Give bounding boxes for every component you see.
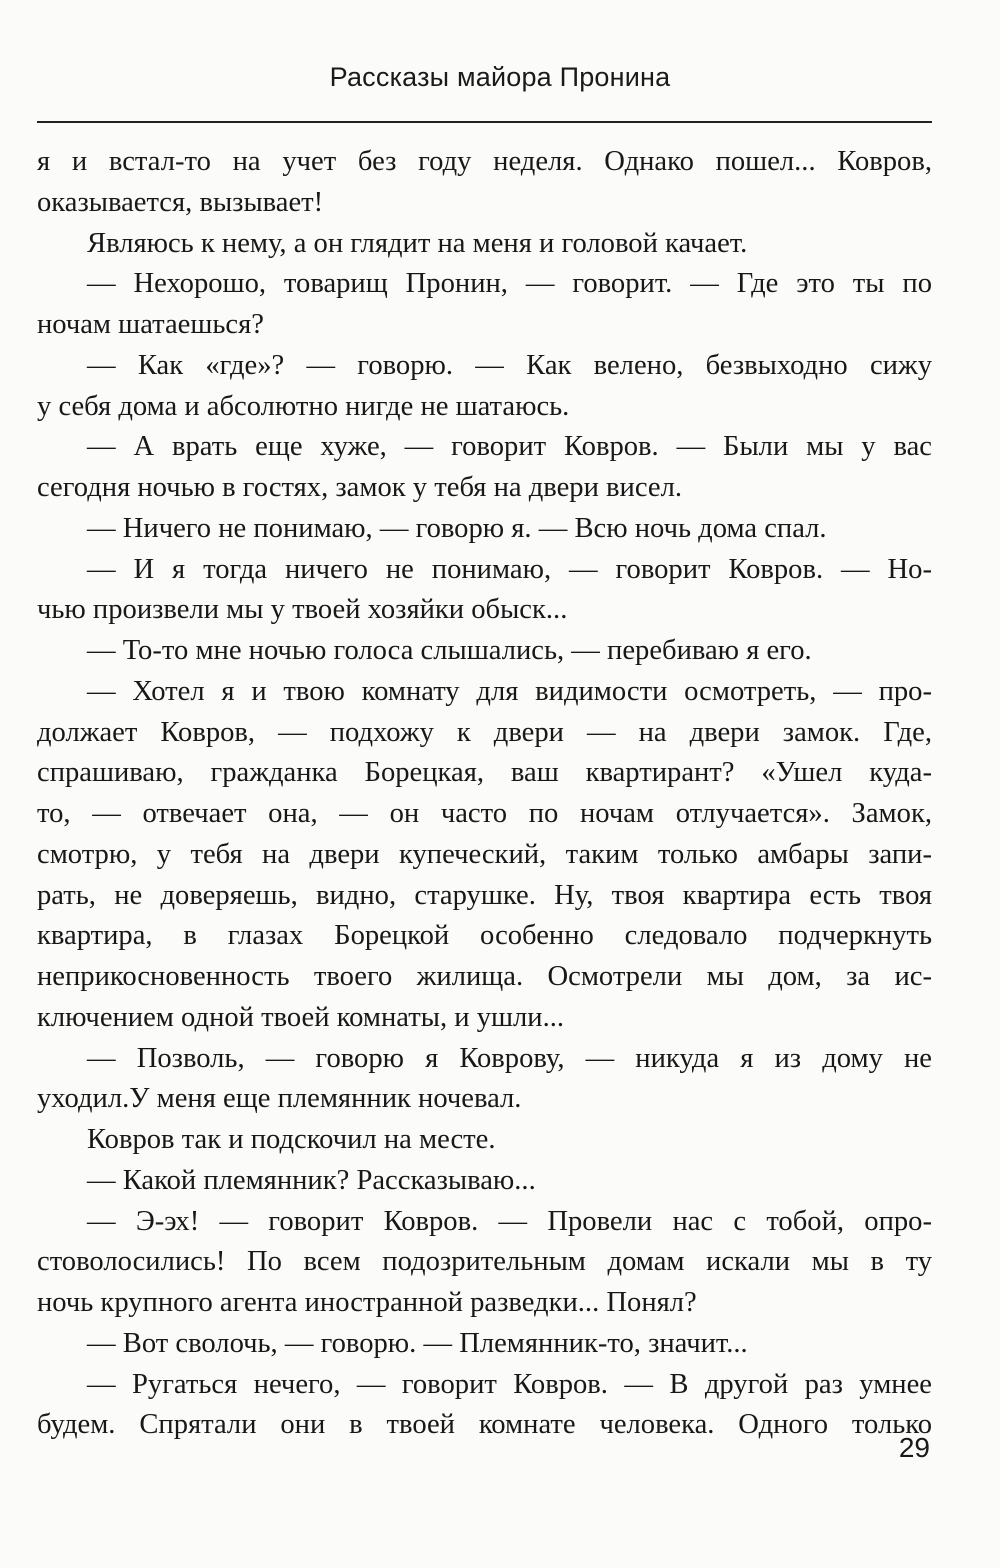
text-line: — Ругаться нечего, — говорит Ковров. — В другой раз умнее (87, 1368, 932, 1400)
text-line: чью произвели мы у твоей хозяйки обыск... (37, 594, 568, 626)
text-line: — А врать еще хуже, — говорит Ковров. — Были мы у вас (87, 431, 932, 463)
text-line: — Ничего не понимаю, — говорю я. — Всю ночь дома спал. (87, 512, 827, 544)
text-line: — И я тогда ничего не понимаю, — говорит Ковров. — Но- (87, 553, 932, 585)
text-line: у себя дома и абсолютно нигде не шатаюсь. (37, 390, 570, 422)
text-line: ночам шатаешься? (37, 309, 264, 340)
text-line: — Э-эх! — говорит Ковров. — Провели нас с тобой, опро- (87, 1205, 932, 1237)
text-line: — Как «где»? — говорю. — Как велено, безвыходно сижу (87, 349, 932, 381)
text-line: ключением одной твоей комнаты, и ушли... (37, 1001, 565, 1033)
text-line: — Вот сволочь, — говорю. — Племянник-то, значит... (87, 1327, 748, 1359)
text-line: — Нехорошо, товарищ Пронин, — говорит. — Где это ты по (87, 268, 932, 300)
text-line: — То-то мне ночью голоса слышались, — перебиваю я его. (87, 635, 812, 666)
text-line: Ковров так и подскочил на месте. (87, 1124, 496, 1155)
text-line: Являюсь к нему, а он глядит на меня и головой качает. (87, 227, 748, 259)
text-line: квартира, в глазах Борецкой особенно следовало подчеркнуть (37, 920, 932, 952)
text-line: — Какой племянник? Рассказываю... (87, 1164, 536, 1196)
text-line: спрашиваю, гражданка Борецкая, ваш квартирант? «Ушел куда- (37, 757, 932, 789)
text-line: стоволосились! По всем подозрительным домам искали мы в ту (37, 1246, 932, 1278)
text-line: то, — отвечает она, — он часто по ночам отлучается». Замок, (37, 798, 932, 829)
text-line: сегодня ночью в гостях, замок у тебя на двери висел. (37, 472, 682, 503)
text-line: смотрю, у тебя на двери купеческий, таким только амбары запи- (37, 838, 932, 870)
page-number: 29 (898, 1432, 930, 1463)
text-line: рать, не доверяешь, видно, старушке. Ну, твоя квартира есть твоя (37, 879, 932, 911)
text-line: будем. Спрятали они в твоей комнате человека. Одного только (37, 1409, 932, 1441)
body-text (37, 142, 932, 1446)
text-line: — Позволь, — говорю я Коврову, — никуда я из дому не (87, 1042, 932, 1074)
text-line: я и встал-то на учет без году неделя. Однако пошел... Ковров, (37, 146, 932, 177)
text-line: ночь крупного агента иностранной разведки... Понял? (37, 1287, 697, 1318)
running-title: Рассказы майора Пронина (329, 62, 671, 92)
text-line: — Хотел я и твою комнату для видимости осмотреть, — про- (87, 675, 932, 707)
text-line: уходил.У меня еще племянник ночевал. (37, 1083, 522, 1115)
text-line: должает Ковров, — подхожу к двери — на двери замок. Где, (37, 716, 932, 748)
text-line: неприкосновенность твоего жилища. Осмотрели мы дом, за ис- (37, 961, 932, 992)
header-rule (37, 121, 932, 123)
text-line: оказывается, вызывает! (37, 186, 324, 218)
